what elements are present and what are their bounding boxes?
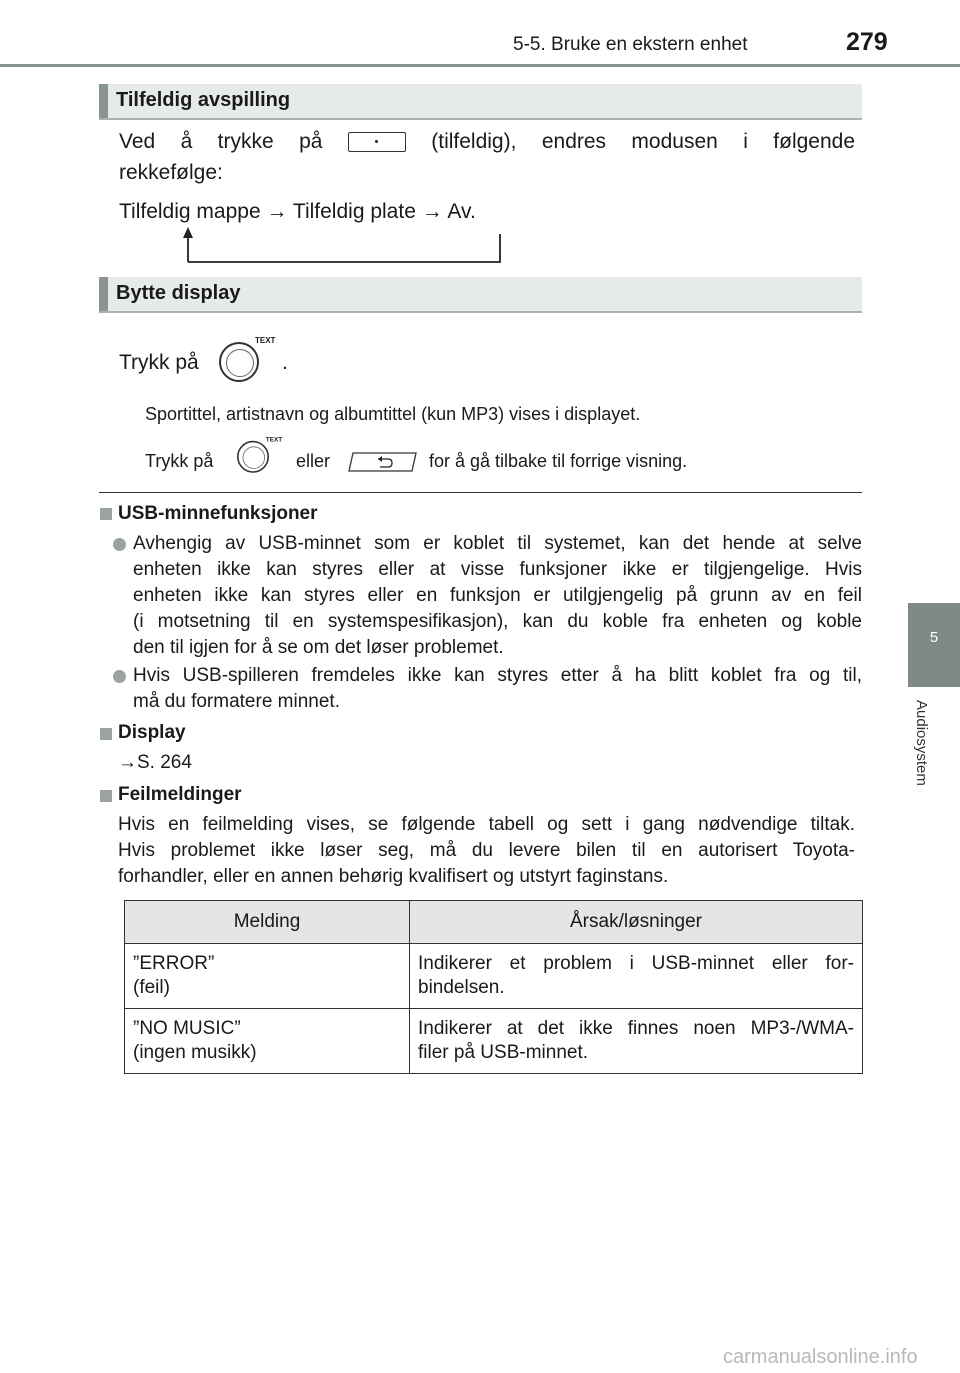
section-title-random: Tilfeldig avspilling <box>116 89 291 111</box>
display-heading: Display <box>118 722 186 743</box>
divider <box>99 492 862 493</box>
table-row <box>125 944 863 1009</box>
display-note2-c: for å gå tilbake til forrige visning. <box>429 451 688 471</box>
display-press-a: Trykk på <box>119 351 199 374</box>
column-header-message: Melding <box>125 901 410 944</box>
section-header-random <box>99 84 862 120</box>
display-note1: Sportittel, artistnavn og albumtittel (kun MP3) vises i displayet. <box>145 404 641 424</box>
chapter-label: Audiosystem <box>913 700 930 786</box>
message-cell: ”ERROR” (feil) <box>125 944 410 1009</box>
random-line2: rekkefølge: <box>119 161 223 184</box>
errors-heading: Feilmeldinger <box>118 784 242 805</box>
section-title: 5-5. Bruke en ekstern enhet <box>513 34 748 55</box>
usb-bullet-dot-2 <box>113 670 126 683</box>
random-sequence: Tilfeldig mappe → Tilfeldig plate → Av. <box>119 200 476 223</box>
column-header-cause: Årsak/løsninger <box>410 901 863 944</box>
section-marker <box>99 84 108 118</box>
cause-cell: Indikerer et problem i USB-minnet eller for- bindelsen. <box>410 944 863 1009</box>
display-bullet-square <box>100 728 112 740</box>
back-button-icon <box>348 451 418 473</box>
text-knob-icon-small: TEXT <box>237 436 277 471</box>
random-button-icon <box>348 132 406 152</box>
error-table <box>124 900 863 1074</box>
cause-cell: Indikerer at det ikke finnes noen MP3-/WMA- filer på USB-minnet. <box>410 1009 863 1074</box>
usb-bullet-dot-1 <box>113 538 126 551</box>
section-title-display: Bytte display <box>116 282 241 304</box>
display-press-b: . <box>282 351 288 374</box>
section-marker <box>99 277 108 311</box>
section-header-display <box>99 277 862 313</box>
usb-bullet-1: Avhengig av USB-minnet som er koblet til systemet, kan det hende at selve enheten ikke kan styres eller at visse funksjoner ikke er tilgjengelige. Hvis enheten ikke kan styres eller en funksjon er utilgjengelig på grunn av en feil (i motsetning til en systemspesifikasjon), kan du koble fra enheten og koble den til igjen for å se om det løser problemet. <box>133 533 862 658</box>
watermark: carmanualsonline.info <box>723 1346 918 1368</box>
table-header-row <box>125 901 863 944</box>
usb-heading: USB-minnefunksjoner <box>118 503 318 524</box>
message-cell: ”NO MUSIC” (ingen musikk) <box>125 1009 410 1074</box>
table-row <box>125 1009 863 1074</box>
header-rule <box>0 64 960 67</box>
display-note2-a: Trykk på <box>145 451 214 471</box>
usb-bullet-square <box>100 508 112 520</box>
display-ref: →S. 264 <box>118 752 192 773</box>
errors-bullet-square <box>100 790 112 802</box>
cycle-arrow-icon <box>180 226 510 266</box>
errors-text: Hvis en feilmelding vises, se følgende tabell og sett i gang nødvendige tiltak. Hvis problemet ikke løser seg, må du levere bilen til en autorisert Toyota- forhandler, eller en annen behørig kvalifisert og utstyrt faginstans. <box>118 814 855 887</box>
display-note2-b: eller <box>296 451 331 471</box>
usb-bullet-2: Hvis USB-spilleren fremdeles ikke kan styres etter å ha blitt koblet fra og til, må du formatere minnet. <box>133 665 862 712</box>
chapter-tab: 5 <box>908 603 960 687</box>
random-line1: Ved å trykke på (tilfeldig), endres modusen i følgende <box>119 130 856 153</box>
page-number: 279 <box>846 28 888 56</box>
text-knob-icon: TEXT <box>219 336 279 386</box>
